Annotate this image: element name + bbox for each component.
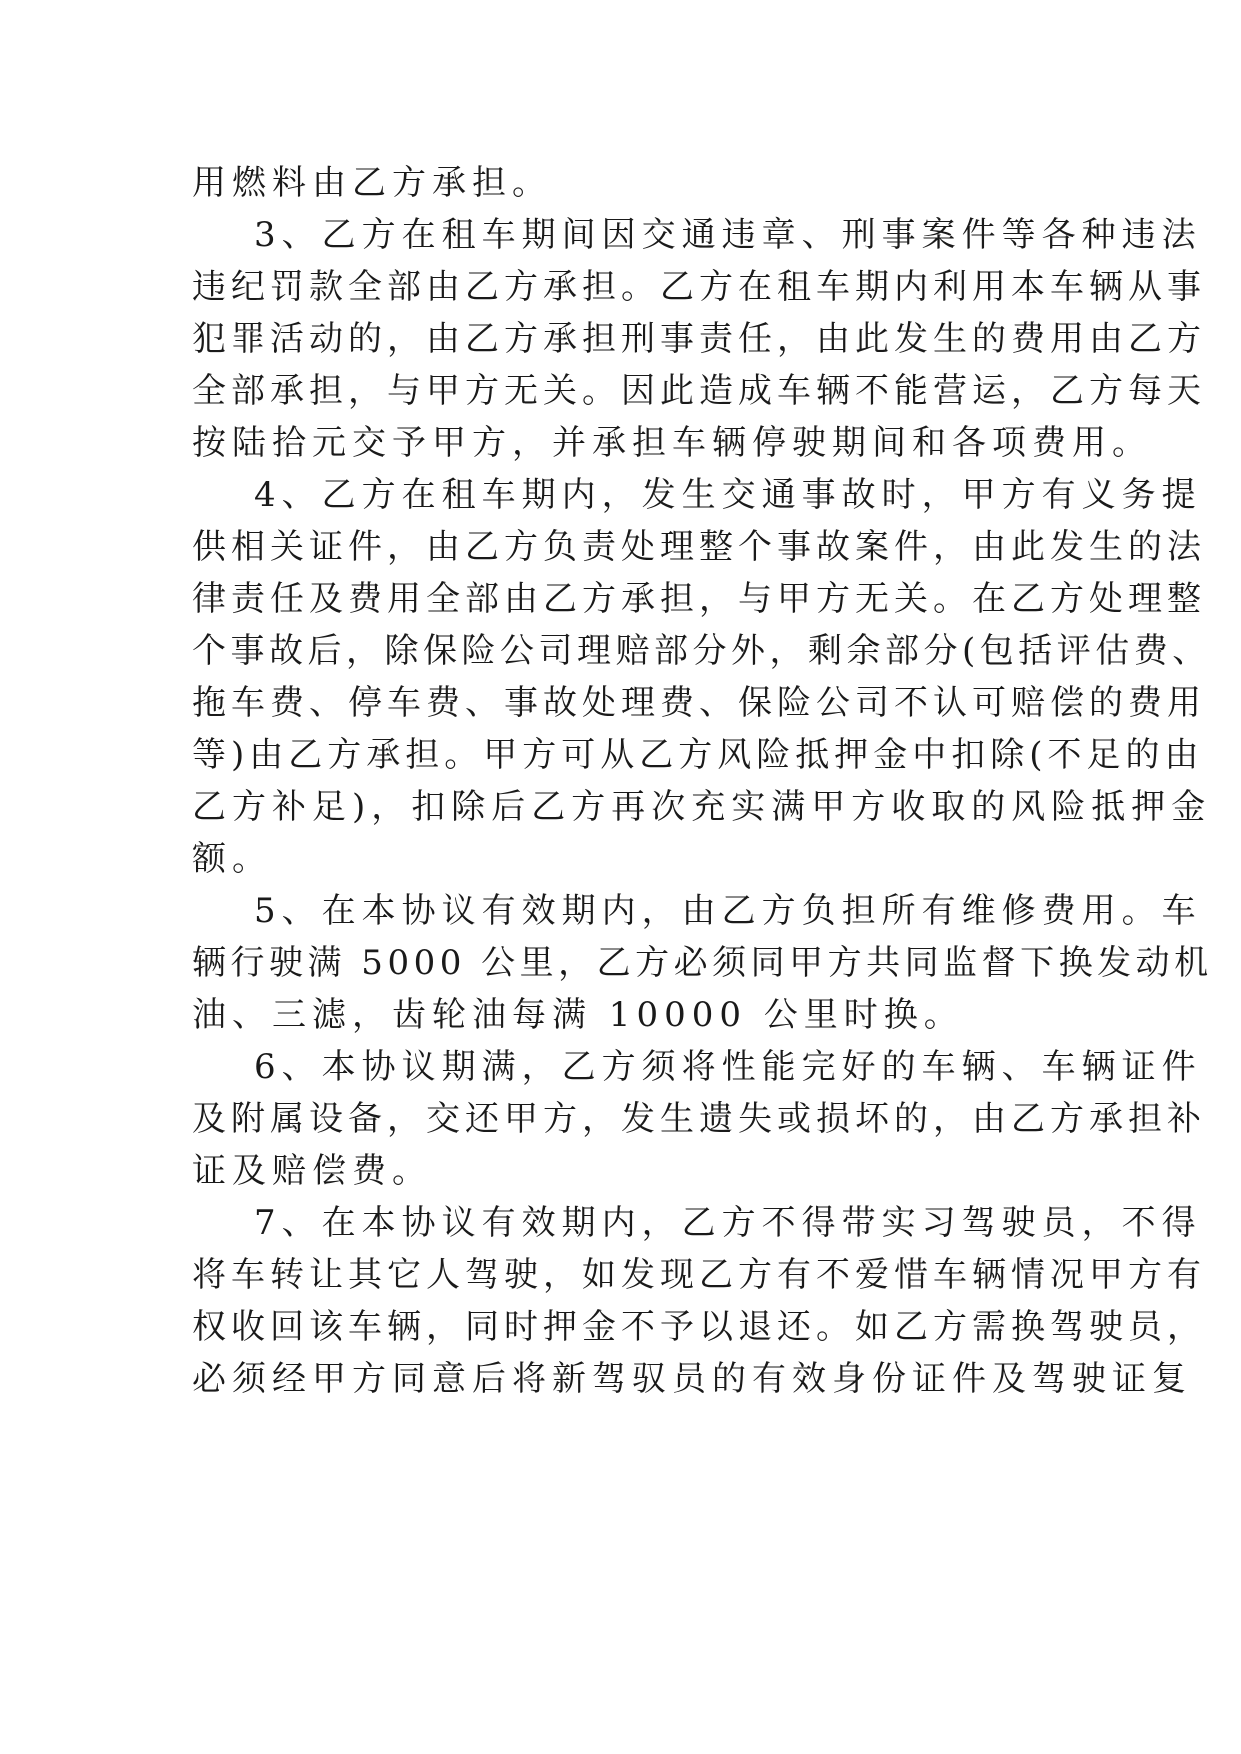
text-line: 证及赔偿费。 <box>192 1151 432 1191</box>
text-line: 3、乙方在租车期间因交通违章、刑事案件等各种违法 <box>254 215 1202 255</box>
text-line: 辆行驶满 5000 公里，乙方必须同甲方共同监督下换发动机 <box>192 943 1213 983</box>
text-line: 必须经甲方同意后将新驾驭员的有效身份证件及驾驶证复 <box>192 1359 1192 1399</box>
text-line: 将车转让其它人驾驶，如发现乙方有不爱惜车辆情况甲方有 <box>192 1255 1206 1295</box>
text-line: 乙方补足)，扣除后乙方再次充实满甲方收取的风险抵押金 <box>192 787 1212 827</box>
text-line: 供相关证件，由乙方负责处理整个事故案件，由此发生的法 <box>192 527 1206 567</box>
text-line: 5、在本协议有效期内，由乙方负担所有维修费用。车 <box>254 891 1202 931</box>
text-line: 按陆拾元交予甲方，并承担车辆停驶期间和各项费用。 <box>192 423 1152 463</box>
text-line: 额。 <box>192 839 272 879</box>
text-line: 全部承担，与甲方无关。因此造成车辆不能营运，乙方每天 <box>192 371 1206 411</box>
text-line: 权收回该车辆，同时押金不予以退还。如乙方需换驾驶员， <box>192 1307 1206 1347</box>
text-line: 7、在本协议有效期内，乙方不得带实习驾驶员，不得 <box>254 1203 1202 1243</box>
text-line: 6、本协议期满，乙方须将性能完好的车辆、车辆证件 <box>254 1047 1202 1087</box>
text-line: 等)由乙方承担。甲方可从乙方风险抵押金中扣除(不足的由 <box>192 735 1204 775</box>
text-line: 4、乙方在租车期内，发生交通事故时，甲方有义务提 <box>254 475 1202 515</box>
text-line: 犯罪活动的，由乙方承担刑事责任，由此发生的费用由乙方 <box>192 319 1206 359</box>
text-line: 律责任及费用全部由乙方承担，与甲方无关。在乙方处理整 <box>192 579 1206 619</box>
text-line: 个事故后，除保险公司理赔部分外，剩余部分(包括评估费、 <box>192 631 1211 671</box>
text-line: 油、三滤，齿轮油每满 10000 公里时换。 <box>192 995 964 1035</box>
text-line: 及附属设备，交还甲方，发生遗失或损坏的，由乙方承担补 <box>192 1099 1206 1139</box>
text-line: 用燃料由乙方承担。 <box>192 163 552 203</box>
text-line: 违纪罚款全部由乙方承担。乙方在租车期内利用本车辆从事 <box>192 267 1206 307</box>
text-line: 拖车费、停车费、事故处理费、保险公司不认可赔偿的费用 <box>192 683 1206 723</box>
